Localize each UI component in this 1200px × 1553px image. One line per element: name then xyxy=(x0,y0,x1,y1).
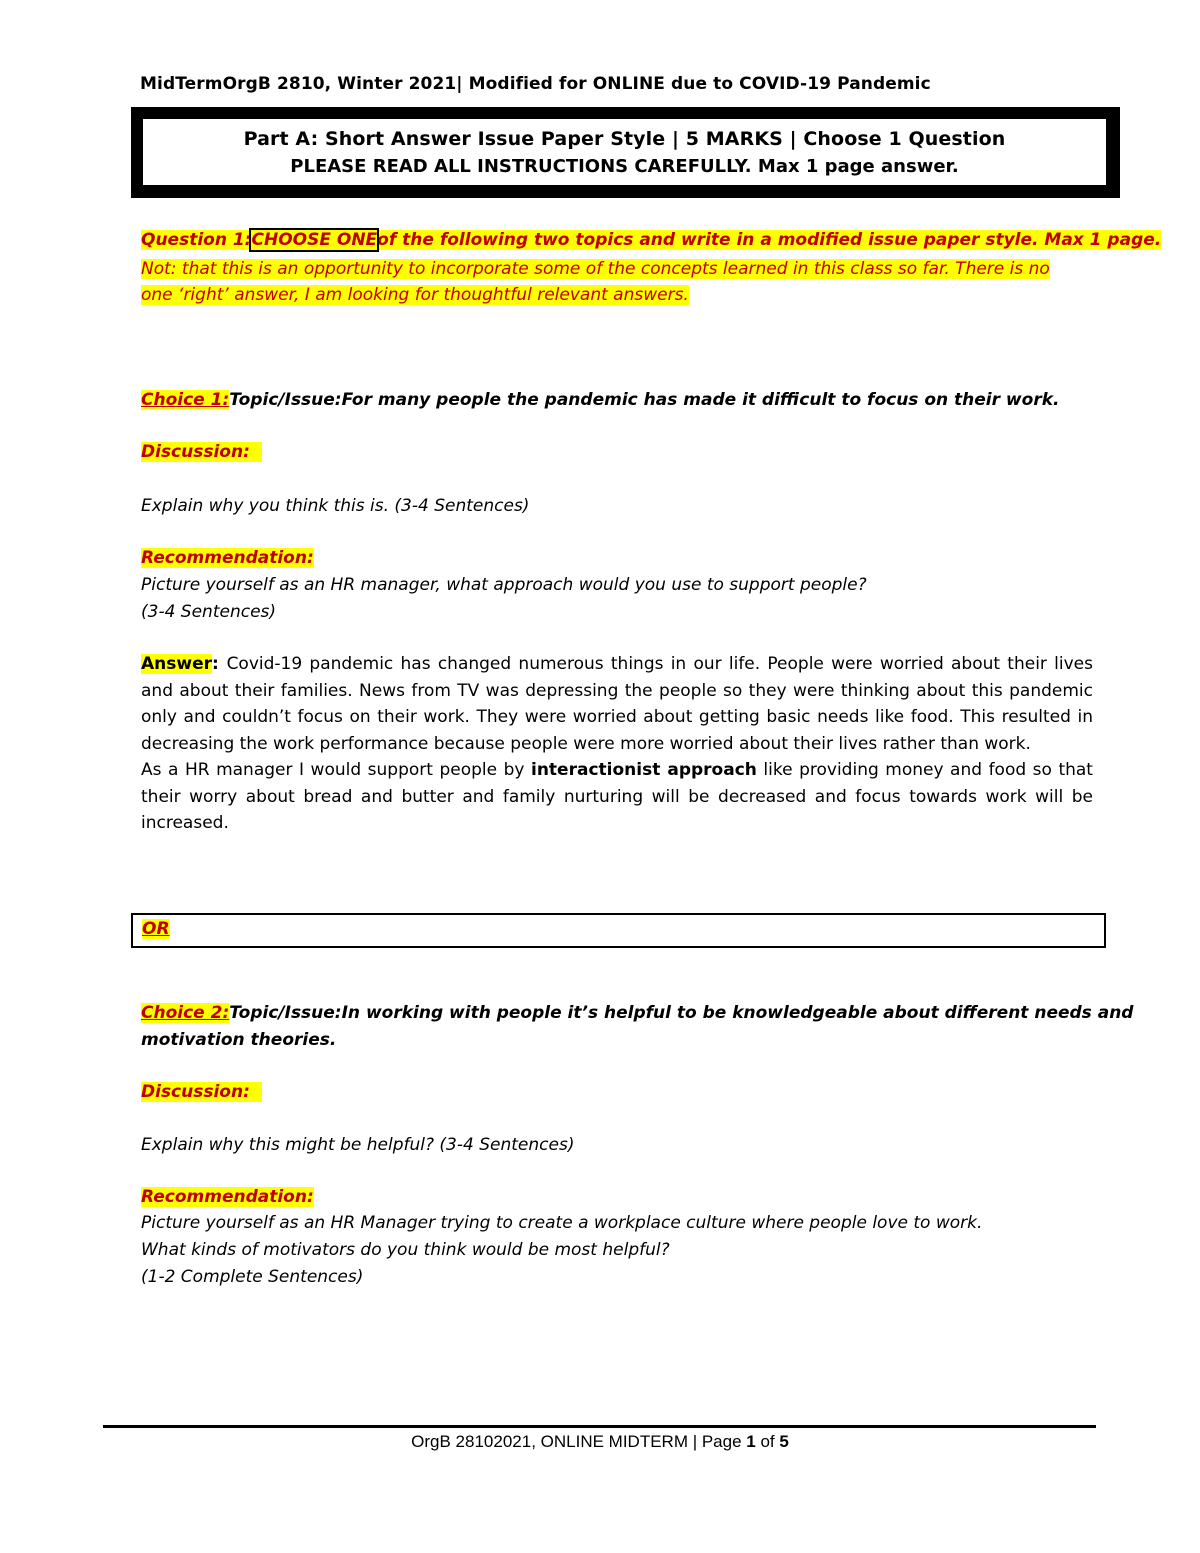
question-note-cont: one ‘right’ answer, I am looking for thoughtful relevant answers. xyxy=(141,285,689,305)
answer-paragraph-1: Covid-19 pandemic has changed numerous things in our life. People were worried about their lives and about their families. News from TV was depressing the people so they were thinking about this pandemic only and couldn’t focus on their work. They were worried about getting basic needs like food. This resulted in decreasing the work performance because people were more worried about their lives rather than work. xyxy=(141,654,1093,754)
choice-1-discussion-heading xyxy=(141,439,262,466)
choice-1-discussion-label: Discussion: xyxy=(141,442,250,462)
or-divider-box xyxy=(131,913,1106,948)
choice-2-recommendation-line-2: What kinds of motivators do you think would be most helpful? xyxy=(141,1240,670,1260)
question-label: Question 1: xyxy=(141,230,252,250)
question-note: Not: that this is an opportunity to incorporate some of the concepts learned in this class so far. There is no xyxy=(141,259,1050,279)
footer-rule xyxy=(103,1425,1096,1428)
choice-2-topic-2: motivation theories. xyxy=(141,1030,337,1050)
choice-2-recommendation-line-1: Picture yourself as an HR Manager trying to create a workplace culture where people love to work. xyxy=(141,1213,983,1233)
part-a-banner xyxy=(141,117,1108,187)
choice-2-recommendation-heading xyxy=(141,1184,314,1211)
answer-paragraph-2-end: like providing money and food so that their worry about bread and butter and family nurturing will be decreased and focus towards work will be increased. xyxy=(141,760,1093,833)
answer-paragraph-2-start: As a HR manager I would support people by xyxy=(141,760,531,780)
choice-2-recommendation-label: Recommendation: xyxy=(141,1187,314,1207)
footer-text: OrgB 28102021, ONLINE MIDTERM | Page xyxy=(411,1432,747,1451)
question-line-3 xyxy=(141,282,689,309)
choice-2-label: Choice 2: xyxy=(141,1003,230,1023)
footer-of: of xyxy=(755,1432,780,1451)
choice-2-topic-1: Topic/Issue:In working with people it’s helpful to be knowledgeable about different needs and xyxy=(229,1003,1134,1023)
choice-2-discussion-label: Discussion: xyxy=(141,1082,250,1102)
choice-1-label: Choice 1: xyxy=(141,390,230,410)
answer-label: Answer xyxy=(141,654,212,674)
question-line-1 xyxy=(141,227,1161,254)
choice-1-heading xyxy=(141,387,1059,414)
answer-approach: interactionist approach xyxy=(531,760,757,780)
choice-1-answer: Answer: Covid-19 pandemic has changed numerous things in our life. People were worried about their lives and about their families. News from TV was depressing the people so they were thinking about this pandemic only and couldn’t focus on their work. They were worried about getting basic needs like food. This resulted in decreasing the work performance because people were more worried about their lives rather than work. As a HR manager I would support people by interactionist approach like providing money and food so that their worry about bread and butter and family nurturing will be decreased and focus towards work will be increased. xyxy=(141,654,1093,833)
choice-2-discussion-heading xyxy=(141,1079,262,1106)
choice-2-recommendation-count: (1-2 Complete Sentences) xyxy=(141,1267,364,1287)
question-line-2 xyxy=(141,256,1050,283)
choice-1-recommendation-heading xyxy=(141,545,314,572)
document-header: MidTermOrgB 2810, Winter 2021| Modified for ONLINE due to COVID-19 Pandemic xyxy=(140,74,931,94)
banner-title: Part A: Short Answer Issue Paper Style | 5 MARKS | Choose 1 Question xyxy=(243,128,1006,150)
or-label: OR xyxy=(142,919,170,939)
footer-page-total: 5 xyxy=(779,1432,789,1451)
choice-1-topic: Topic/Issue:For many people the pandemic has made it difficult to focus on their work. xyxy=(229,390,1060,410)
choice-1-discussion-text: Explain why you think this is. (3-4 Sentences) xyxy=(141,496,530,516)
choice-2-heading xyxy=(141,1000,1133,1027)
banner-instructions: PLEASE READ ALL INSTRUCTIONS CAREFULLY. Max 1 page answer. xyxy=(290,156,959,177)
choice-1-recommendation-text: Picture yourself as an HR manager, what approach would you use to support people? xyxy=(141,575,867,595)
choice-2-discussion-text: Explain why this might be helpful? (3-4 Sentences) xyxy=(141,1135,575,1155)
choose-one-box: CHOOSE ONE xyxy=(251,230,378,250)
page-footer xyxy=(0,1432,1200,1452)
footer-page-number: 1 xyxy=(746,1432,756,1451)
question-instructions: of the following two topics and write in a modified issue paper style. Max 1 page. xyxy=(377,230,1162,250)
choice-1-recommendation-label: Recommendation: xyxy=(141,548,314,568)
choice-1-recommendation-count: (3-4 Sentences) xyxy=(141,602,277,622)
